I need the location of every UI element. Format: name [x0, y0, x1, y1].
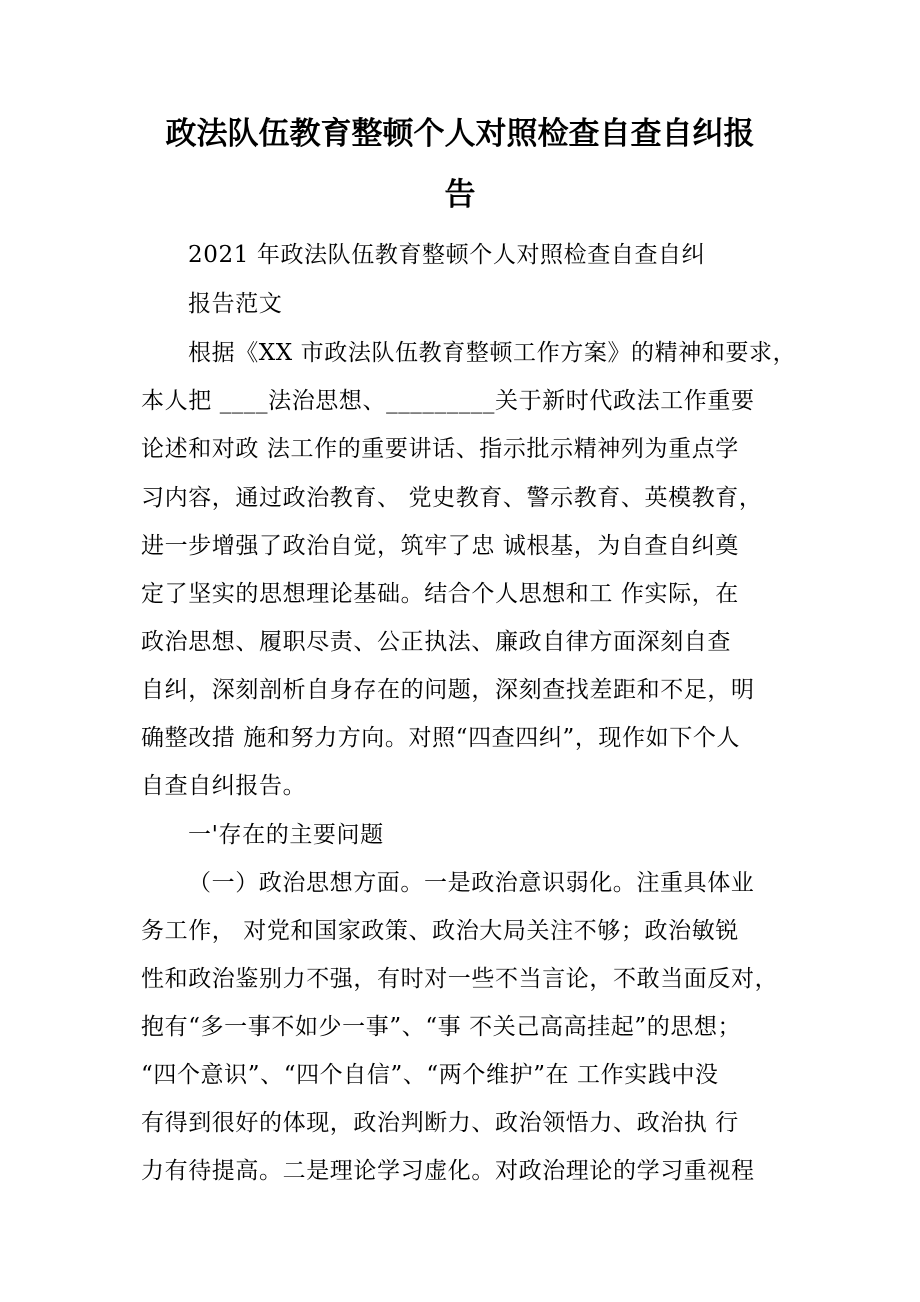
paragraph-1-line: 论述和对政 法工作的重要讲话、指示批示精神列为重点学 [141, 436, 739, 462]
document-title-line-2: 告 [444, 177, 476, 213]
paragraph-2-line: “四个意识”、“四个自信”、“两个维护”在 工作实践中没 [141, 1062, 719, 1088]
paragraph-1-line: 确整改措 施和努力方向。对照“四查四纠”，现作如下个人 [141, 725, 741, 751]
paragraph-1-line: 定了坚实的思想理论基础。结合个人思想和工 作实际，在 [141, 581, 739, 607]
paragraph-1-line: 进一步增强了政治自觉，筑牢了忠 诚根基，为自查自纠奠 [141, 533, 739, 559]
paragraph-2-line: 性和政治鉴别力不强，有时对一些不当言论，不敢当面反对， [141, 966, 779, 992]
paragraph-1-line: 习内容，通过政治教育、 党史教育、警示教育、英模教育， [141, 485, 763, 511]
document-title-line-1: 政法队伍教育整顿个人对照检查自查自纠报 [165, 116, 755, 152]
paragraph-1-line: 本人把 ____法治思想、_________关于新时代政法工作重要 [141, 388, 755, 414]
paragraph-1-line: 根据《XX 市政法队伍教育整顿工作方案》的精神和要求， [188, 340, 797, 366]
paragraph-2-line: （一）政治思想方面。一是政治意识弱化。注重具体业 [188, 870, 755, 896]
paragraph-1-line: 政治思想、履职尽责、公正执法、廉政自律方面深刻自查 [141, 629, 731, 655]
subtitle-line-1: 2021 年政法队伍教育整顿个人对照检查自查自纠 [188, 242, 706, 268]
paragraph-1-line: 自纠，深刻剖析自身存在的问题，深刻查找差距和不足，明 [141, 677, 755, 703]
paragraph-2-line: 力有待提高。二是理论学习虚化。对政治理论的学习重视程 [141, 1158, 755, 1184]
paragraph-2-line: 务工作， 对党和国家政策、政治大局关注不够；政治敏锐 [141, 918, 739, 944]
subtitle-line-2: 报告范文 [188, 291, 283, 317]
paragraph-2-line: 抱有“多一事不如少一事”、“事 不关己高高挂起”的思想； [141, 1014, 742, 1040]
section-heading: 一'存在的主要问题 [188, 822, 384, 848]
paragraph-1-line: 自查自纠报告。 [141, 773, 307, 799]
paragraph-2-line: 有得到很好的体现，政治判断力、政治领悟力、政治执 行 [141, 1110, 739, 1136]
